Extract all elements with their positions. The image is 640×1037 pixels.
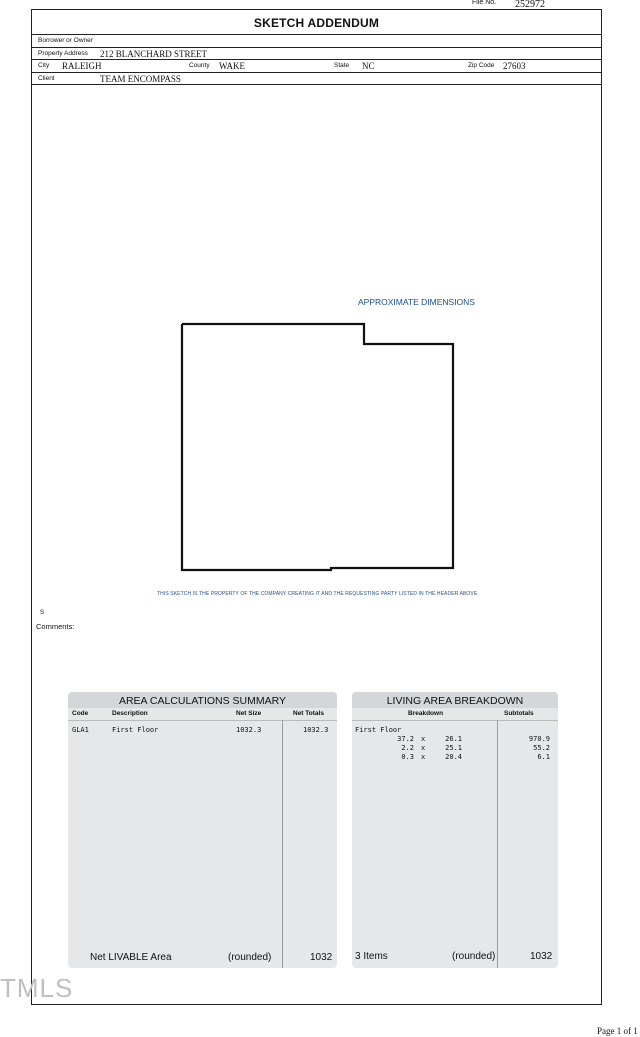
client-value: TEAM ENCOMPASS xyxy=(100,73,181,84)
county-label: County xyxy=(189,62,210,69)
breakdown-a: 0.3 xyxy=(401,753,414,761)
row-description: First Floor xyxy=(112,726,159,734)
file-number-label: File No. xyxy=(472,0,497,6)
breakdown-subtotal: 6.1 xyxy=(537,753,550,761)
state-value: NC xyxy=(362,61,375,71)
breakdown-x: x xyxy=(421,744,426,752)
row-net-total: 1032.3 xyxy=(303,726,329,734)
area-calculations-panel xyxy=(68,692,337,968)
row-net-size: 1032.3 xyxy=(236,726,262,734)
col-subtotals: Subtotals xyxy=(504,710,534,717)
city-label: City xyxy=(38,62,50,69)
breakdown-a: 2.2 xyxy=(401,744,414,752)
address-value: 212 BLANCHARD STREET xyxy=(100,48,208,59)
address-label: Property Address xyxy=(38,49,88,57)
zip-value: 27603 xyxy=(503,61,526,71)
breakdown-b: 26.1 xyxy=(445,735,462,743)
col-net-size: Net Size xyxy=(236,710,262,717)
county-value: WAKE xyxy=(219,61,245,71)
sketch-property-note: THIS SKETCH IS THE PROPERTY OF THE COMPANY CREATING IT AND THE REQUESTING PARTY LISTED IN THE HEADER ABOVE. xyxy=(157,591,479,597)
breakdown-a: 37.2 xyxy=(397,735,414,743)
file-number: 252972 xyxy=(515,0,545,10)
net-livable-value: 1032 xyxy=(310,952,333,963)
col-code: Code xyxy=(72,710,89,717)
form-title: SKETCH ADDENDUM xyxy=(31,9,602,35)
state-label: State xyxy=(334,62,350,69)
breakdown-x: x xyxy=(421,735,426,743)
breakdown-x: x xyxy=(421,753,426,761)
net-livable-label: Net LIVABLE Area xyxy=(90,952,172,963)
floor-plan-outline xyxy=(182,324,453,570)
breakdown-b: 20.4 xyxy=(445,753,462,761)
col-breakdown: Breakdown xyxy=(408,710,444,717)
comments-label: Comments: xyxy=(36,622,75,631)
column-divider xyxy=(282,720,283,968)
dimensions-label: APPROXIMATE DIMENSIONS xyxy=(358,297,475,307)
items-rounded: (rounded) xyxy=(452,951,496,962)
tmls-watermark: TMLS xyxy=(0,973,74,1003)
area-calculations-title: AREA CALCULATIONS SUMMARY xyxy=(68,692,337,708)
zip-label: Zip Code xyxy=(468,62,495,69)
row-code: GLA1 xyxy=(72,726,89,734)
col-description: Description xyxy=(112,710,148,717)
breakdown-subtotal: 55.2 xyxy=(533,744,550,752)
city-value: RALEIGH xyxy=(62,61,102,71)
client-label: Client xyxy=(38,74,55,82)
header-divider xyxy=(68,720,337,721)
breakdown-subtotal: 970.9 xyxy=(528,735,550,743)
s-mark: S xyxy=(40,610,45,616)
header-divider xyxy=(352,720,558,721)
page-number: Page 1 of 1 xyxy=(597,1026,638,1036)
items-count: 3 Items xyxy=(355,951,388,962)
floor-label: First Floor xyxy=(355,726,402,734)
items-total: 1032 xyxy=(530,951,553,962)
breakdown-b: 25.1 xyxy=(445,744,462,752)
net-livable-rounded: (rounded) xyxy=(228,952,272,963)
col-net-totals: Net Totals xyxy=(293,710,324,717)
living-area-panel xyxy=(352,692,558,968)
living-area-title: LIVING AREA BREAKDOWN xyxy=(352,692,558,708)
column-divider xyxy=(497,720,498,968)
borrower-label: Borrower or Owner xyxy=(38,37,93,44)
